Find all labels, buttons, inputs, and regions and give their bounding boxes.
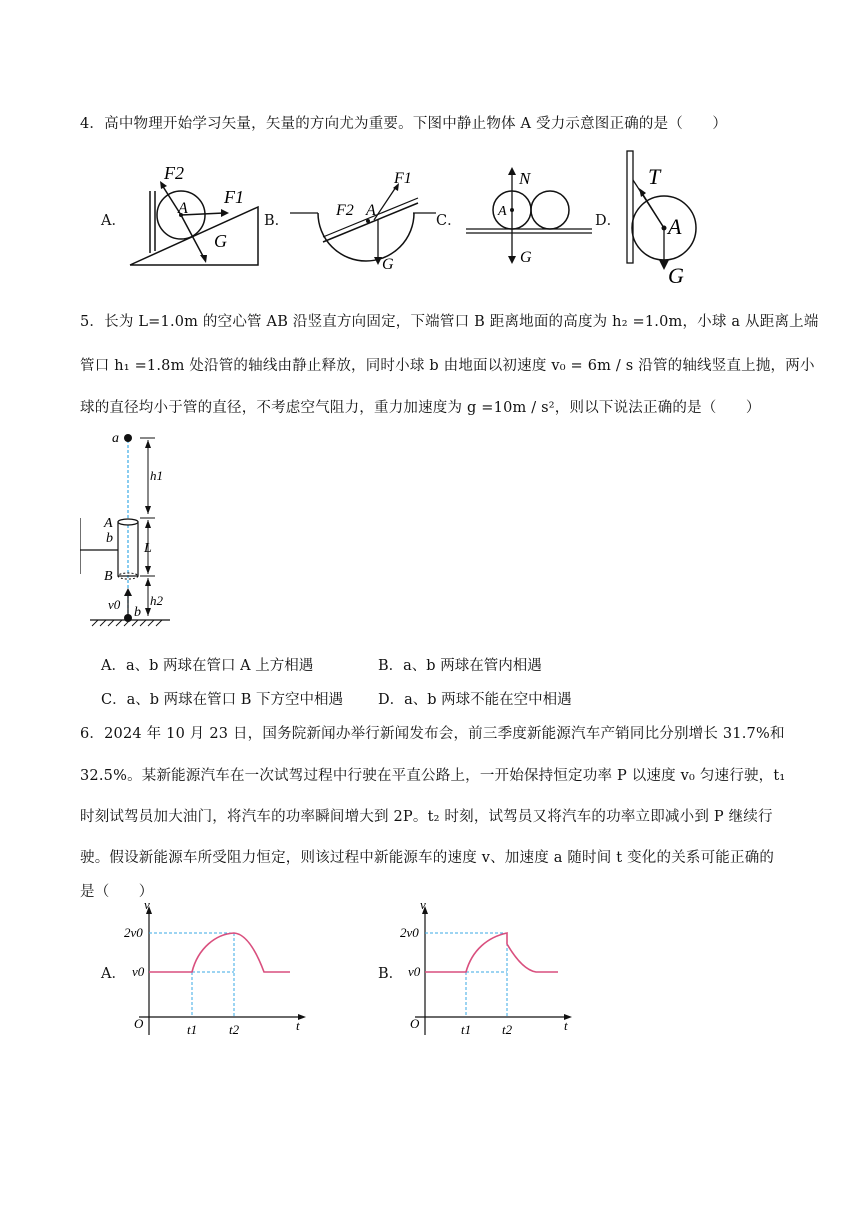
q4c-n-label: N (519, 169, 531, 188)
q5-label-b-end: B (104, 569, 113, 584)
q5-label-v0: v0 (108, 597, 121, 612)
q6-stem-line4: 驶。假设新能源车所受阻力恒定，则该过程中新能源车的速度 v、加速度 a 随时间 t 变化的关系可能正确的 (80, 850, 775, 866)
q5-figure-tube (80, 428, 180, 634)
q4a-f2-label: F2 (164, 163, 184, 183)
q5-stem-line3: 球的直径均小于管的直径，不考虑空气阻力，重力加速度为 g =10m / s²，则以下说法正确的是（ ） (80, 400, 761, 416)
q5-stem-line2: 管口 h₁ =1.8m 处沿管的轴线由静止释放，同时小球 b 由地面以初速度 v₀ = 6m / s 沿管的轴线竖直上抛，两小 (80, 358, 815, 374)
q6a-origin-label: O (134, 1016, 144, 1031)
q5-option-c: C．a、b 两球在管口 B 下方空中相遇 (101, 692, 344, 708)
q6a-v0-label: v0 (132, 964, 145, 979)
q6-graph-a (124, 900, 314, 1040)
q6a-t-label: t (296, 1018, 300, 1033)
q6-option-b-label: B． (378, 966, 404, 982)
q6-stem-line2: 32.5%。某新能源汽车在一次试驾过程中行驶在平直公路上，一开始保持恒定功率 P 以速度 v₀ 匀速行驶，t₁ (80, 768, 786, 784)
q4-figure-b (288, 165, 438, 275)
q6b-t-label: t (564, 1018, 568, 1033)
q6-option-a-label: A． (101, 966, 126, 982)
q6a-t1-label: t1 (187, 1022, 198, 1037)
q4-option-c-label: C． (436, 213, 462, 229)
q5-option-a: A．a、b 两球在管口 A 上方相遇 (101, 658, 314, 674)
q4c-g-label: G (520, 249, 532, 266)
q5-label-b-mid: b (106, 531, 113, 546)
q6a-2v0-label: 2v0 (124, 925, 143, 940)
q4c-a-label: A (498, 204, 507, 219)
q4a-a-label: A (178, 200, 188, 217)
q4-option-d-label: D． (595, 213, 622, 229)
q6-stem-line5: 是（ ） (80, 884, 154, 900)
q6-graph-b (400, 900, 590, 1040)
q6-stem-line1: 6．2024 年 10 月 23 日，国务院新闻办举行新闻发布会，前三季度新能源汽车产销同比分别增长 31.7%和 (80, 726, 785, 742)
q4d-a-label: A (668, 214, 682, 239)
q4d-g-label: G (668, 263, 684, 288)
q5-label-h2: h2 (150, 593, 163, 608)
q5-option-d: D．a、b 两球不能在空中相遇 (378, 692, 572, 708)
q5-label-a-top: a (112, 431, 119, 446)
q6b-2v0-label: 2v0 (400, 925, 419, 940)
q4b-g-label: G (382, 256, 394, 273)
q6b-v-label: v (420, 900, 426, 912)
q4-option-a-label: A． (101, 213, 126, 229)
q6a-t2-label: t2 (229, 1022, 240, 1037)
q5-label-h1: h1 (150, 468, 163, 483)
q6b-t1-label: t1 (461, 1022, 472, 1037)
q4a-f1-label: F1 (224, 187, 244, 207)
q4b-f1-label: F1 (394, 170, 412, 187)
q5-label-a-end: A (104, 516, 113, 531)
q5-label-b-ground: b (134, 605, 141, 620)
q4-figure-c (462, 160, 594, 270)
q6a-v-label: v (144, 900, 150, 912)
q6-stem-line3: 时刻试驾员加大油门，将汽车的功率瞬间增大到 2P。t₂ 时刻，试驾员又将汽车的功率立即减小到 P 继续行 (80, 809, 773, 825)
q5-option-b: B．a、b 两球在管内相遇 (378, 658, 542, 674)
q4a-g-label: G (214, 231, 227, 251)
q6b-origin-label: O (410, 1016, 420, 1031)
q5-label-l: L (144, 541, 152, 556)
q6b-v0-label: v0 (408, 964, 421, 979)
q6b-t2-label: t2 (502, 1022, 513, 1037)
q4b-f2-label: F2 (336, 202, 354, 219)
q4-stem: 4．高中物理开始学习矢量，矢量的方向尤为重要。下图中静止物体 A 受力示意图正确的是（ ） (80, 116, 728, 132)
q4-option-b-label: B． (264, 213, 290, 229)
q4b-a-label: A (366, 202, 376, 219)
q4-figure-d (622, 148, 702, 288)
q4-figure-a (126, 155, 261, 270)
q4d-t-label: T (648, 164, 661, 189)
q5-stem-line1: 5．长为 L=1.0m 的空心管 AB 沿竖直方向固定，下端管口 B 距离地面的高度为 h₂ =1.0m，小球 a 从距离上端 (80, 314, 819, 330)
